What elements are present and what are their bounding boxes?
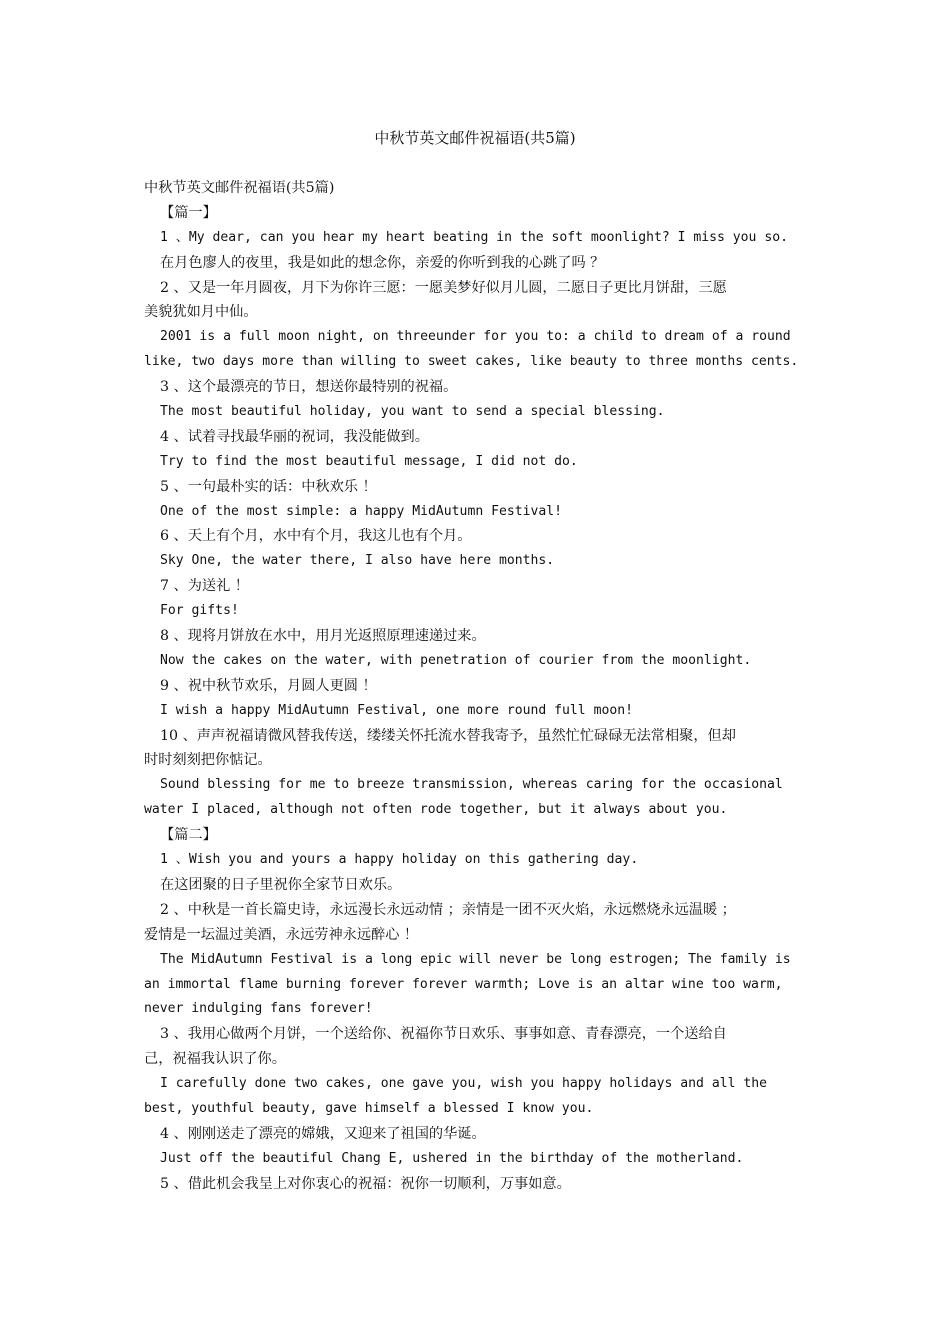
- chinese-line: 3 、我用心做两个月饼，一个送给你、祝福你节日欢乐、事事如意、青春漂亮，一个送给自: [160, 1026, 727, 1043]
- english-line: Now the cakes on the water, with penetration of courier from the moonlight.: [160, 652, 752, 668]
- chinese-line: 4 、刚刚送走了漂亮的嫦娥，又迎来了祖国的华诞。: [160, 1125, 486, 1142]
- english-line: For gifts!: [160, 603, 239, 619]
- english-line: I wish a happy MidAutumn Festival, one more round full moon!: [160, 702, 633, 718]
- chinese-line: 8 、现将月饼放在水中，用月光返照原理速递过来。: [160, 628, 486, 645]
- chinese-line: 在月色廖人的夜里，我是如此的想念你，亲爱的你听到我的心跳了吗 ？: [160, 254, 605, 271]
- chinese-line: 2 、又是一年月圆夜，月下为你许三愿：一愿美梦好似月儿圆，二愿日子更比月饼甜，三愿: [160, 279, 727, 296]
- chinese-line: 己，祝福我认识了你。: [144, 1051, 286, 1068]
- english-line: Just off the beautiful Chang E, ushered in the birthday of the motherland.: [160, 1150, 744, 1166]
- chinese-line: 爱情是一坛温过美酒，永远劳神永远醉心 ！: [144, 926, 419, 943]
- english-line: 1 、Wish you and yours a happy holiday on this gathering day.: [160, 852, 639, 868]
- english-line: Sound blessing for me to breeze transmission, whereas caring for the occasional: [160, 777, 783, 793]
- chinese-line: 10 、声声祝福请微风替我传送，缕缕关怀托流水替我寄予，虽然忙忙碌碌无法常相聚，但却: [160, 727, 736, 744]
- english-line: an immortal flame burning forever forever warmth; Love is an altar wine too warm,: [144, 976, 783, 992]
- english-line: Sky One, the water there, I also have here months.: [160, 553, 555, 569]
- english-line: best, youthful beauty, gave himself a blessed I know you.: [144, 1100, 594, 1116]
- chinese-line: 5 、借此机会我呈上对你衷心的祝福：祝你一切顺利，万事如意。: [160, 1175, 571, 1192]
- english-line: Try to find the most beautiful message, I did not do.: [160, 453, 578, 469]
- chinese-line: 【篇二】: [160, 827, 217, 844]
- english-line: One of the most simple: a happy MidAutumn Festival!: [160, 503, 563, 519]
- english-line: The MidAutumn Festival is a long epic will never be long estrogen; The family is: [160, 951, 791, 967]
- chinese-line: 在这团聚的日子里祝你全家节日欢乐。: [160, 876, 402, 893]
- chinese-line: 7 、为送礼 ！: [160, 578, 249, 595]
- chinese-line: 3 、这个最漂亮的节日，想送你最特别的祝福。: [160, 379, 458, 396]
- chinese-line: 6 、天上有个月，水中有个月，我这儿也有个月。: [160, 528, 472, 545]
- english-line: like, two days more than willing to sweet cakes, like beauty to three months cents.: [144, 354, 799, 370]
- english-line: water I placed, although not often rode together, but it always about you.: [144, 802, 728, 818]
- english-line: The most beautiful holiday, you want to send a special blessing.: [160, 404, 665, 420]
- page-title: 中秋节英文邮件祝福语(共5篇): [374, 129, 576, 147]
- chinese-line: 4 、试着寻找最华丽的祝词，我没能做到。: [160, 428, 429, 445]
- chinese-line: 5 、一句最朴实的话：中秋欢乐 ！: [160, 478, 377, 495]
- chinese-line: 【篇一】: [160, 204, 217, 221]
- chinese-line: 9 、祝中秋节欢乐，月圆人更圆 ！: [160, 677, 377, 694]
- document-body: [144, 176, 809, 1197]
- chinese-line: 2 、中秋是一首长篇史诗，永远漫长永远动情 ；亲情是一团不灭火焰，永远燃烧永远温暖 ；: [160, 901, 736, 918]
- chinese-line: 时时刻刻把你惦记。: [144, 752, 272, 769]
- english-line: I carefully done two cakes, one gave you, wish you happy holidays and all the: [160, 1076, 767, 1092]
- document-heading: 中秋节英文邮件祝福语(共5篇): [144, 180, 335, 196]
- english-line: 2001 is a full moon night, on threeunder for you to: a child to dream of a round: [160, 329, 791, 345]
- english-line: never indulging fans forever!: [144, 1001, 373, 1017]
- chinese-line: 美貌犹如月中仙。: [144, 304, 258, 321]
- english-line: 1 、My dear, can you hear my heart beating in the soft moonlight? I miss you so.: [160, 229, 788, 245]
